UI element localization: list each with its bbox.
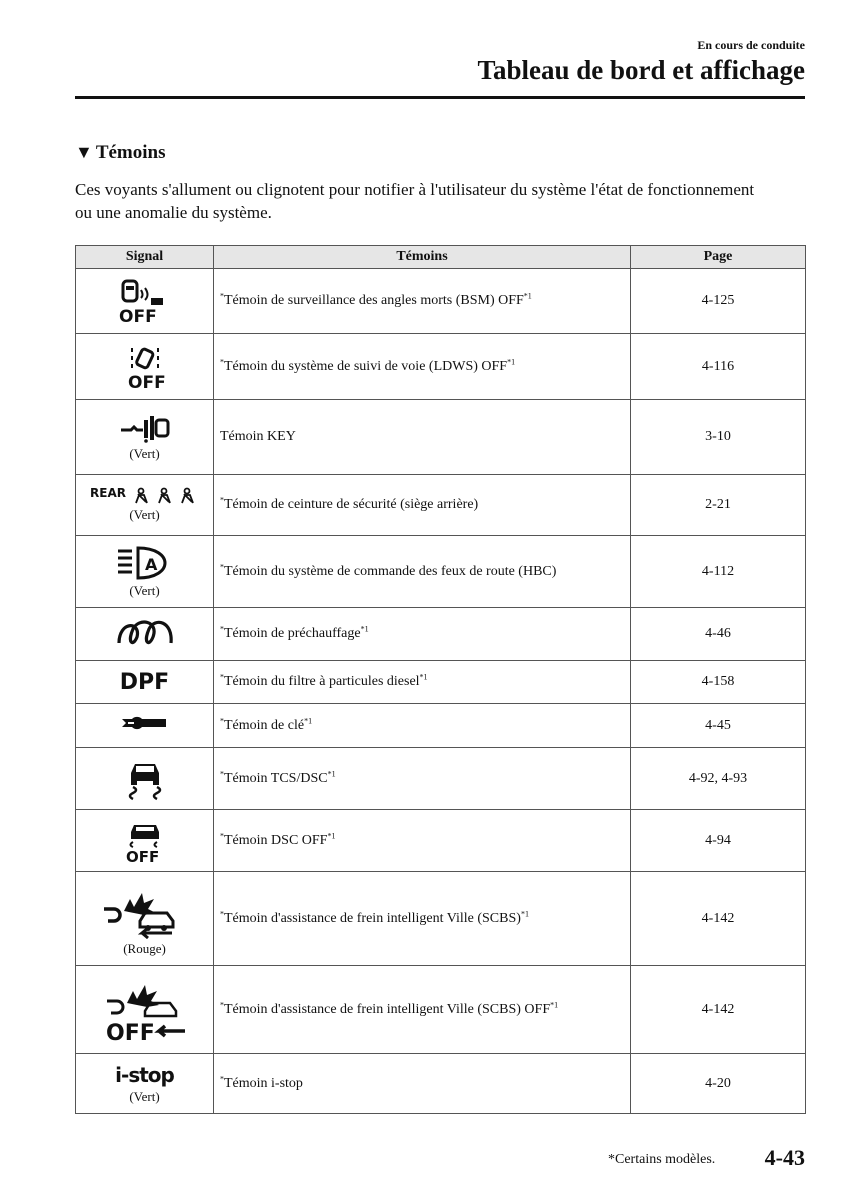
asterisk: * [220,908,224,918]
key-icon [115,412,175,444]
i-stop-icon: i-stop [115,1062,174,1087]
asterisk: * [220,672,224,682]
footnote-ref: *1 [520,908,529,918]
signal-note: (Vert) [129,582,160,598]
table-row [76,334,806,400]
table-row [76,608,806,661]
asterisk: * [220,561,224,571]
hbc-icon [114,545,176,581]
description-cell [214,872,631,966]
header-rule [75,96,805,99]
asterisk: * [220,1073,224,1083]
signal-note: (Rouge) [123,940,166,956]
signal-note: (Vert) [129,446,160,461]
svg-text:OFF: OFF [127,372,166,390]
description-cell [214,475,631,536]
table-row [76,704,806,748]
page-cell: 4-142 [631,966,806,1054]
page-cell: 4-20 [631,1054,806,1114]
page-cell: 4-92, 4-93 [631,748,806,810]
description-cell [214,704,631,748]
table-row [76,400,806,475]
description-text: Témoin de préchauffage [224,626,361,641]
description-cell [214,810,631,872]
page-title: Tableau de bord et affichage [477,55,805,85]
description-cell [214,269,631,334]
rear-label: REAR [90,486,126,500]
description-cell [214,334,631,400]
table-row [76,810,806,872]
description-text: Témoin KEY [220,429,296,444]
section-label: En cours de conduite [697,38,805,52]
asterisk: * [220,715,224,725]
signal-cell [76,872,214,966]
signal-cell [76,748,214,810]
table-row [76,872,806,966]
asterisk: * [220,356,224,366]
asterisk: * [220,495,224,505]
signal-cell [76,400,214,475]
svg-text:A: A [144,554,157,574]
signal-cell [76,810,214,872]
signal-cell [76,334,214,400]
header-signal: Signal [76,246,214,269]
page-cell: 4-45 [631,704,806,748]
table-header-row [76,246,806,269]
signal-cell [76,536,214,608]
footnote-ref: *1 [419,672,428,682]
signal-cell [76,475,214,536]
footnote-ref: *1 [507,356,516,366]
signal-cell [76,966,214,1054]
asterisk: * [220,624,224,634]
section-title: Témoins [95,142,166,163]
description-text: Témoin DSC OFF [224,832,328,848]
signal-cell [76,704,214,748]
footnote-ref: *1 [327,768,336,778]
table-row [76,748,806,810]
asterisk: * [220,999,224,1009]
warning-lights-table [75,245,806,1114]
description-text: Témoin d'assistance de frein intelligent Ville (SCBS) OFF [224,1001,551,1017]
table-row [76,536,806,608]
intro-paragraph: Ces voyants s'allument ou clignotent pour notifier à l'utilisateur du système l'état de fonctionnement ou une anomalie du système. [75,180,755,222]
footnote: *Certains modèles. [608,1152,716,1167]
page-number: 4-43 [764,1145,805,1170]
section-heading [75,142,166,164]
page-cell: 4-125 [631,269,806,334]
description-cell [214,966,631,1054]
footnote-ref: *1 [327,830,336,840]
dpf-icon: DPF [119,669,170,695]
header-page: Page [631,246,806,269]
description-text: Témoin du filtre à particules diesel [224,674,420,689]
page-cell: 3-10 [631,400,806,475]
description-cell [214,608,631,661]
table-row [76,269,806,334]
description-text: Témoin de surveillance des angles morts (BSM) OFF [224,293,524,308]
table-row [76,966,806,1054]
triangle-marker-icon: ▼ [75,142,93,162]
description-cell [214,748,631,810]
signal-note: (Vert) [129,1088,160,1104]
description-cell [214,1054,631,1114]
signal-cell [76,661,214,704]
page-cell: 4-94 [631,810,806,872]
signal-cell [76,608,214,661]
footnote-ref: *1 [360,624,369,634]
ldws-off-icon [120,344,170,390]
svg-text:OFF: OFF [125,847,159,863]
page-cell: 2-21 [631,475,806,536]
footnote-ref: *1 [550,999,559,1009]
page-cell: 4-112 [631,536,806,608]
page-cell: 4-142 [631,872,806,966]
header-temoins: Témoins [214,246,631,269]
description-text: Témoin du système de suivi de voie (LDWS) OFF [224,358,508,374]
scbs-off-icon [103,977,187,1043]
page-cell: 4-46 [631,608,806,661]
asterisk: * [220,768,224,778]
wrench-icon [120,714,170,738]
description-text: Témoin du système de commande des feux de route (HBC) [224,563,557,579]
description-cell [214,661,631,704]
dsc-off-icon [121,819,169,863]
description-text: Témoin i-stop [224,1075,303,1091]
tcs-dsc-icon [123,757,167,801]
glow-plug-icon [115,619,175,649]
description-text: Témoin de ceinture de sécurité (siège arrière) [224,497,479,512]
rear-seatbelt-icon [76,487,213,505]
description-text: Témoin de clé [224,717,305,733]
footnote-ref: *1 [523,291,532,301]
seatbelt-icon [131,487,201,505]
description-text: Témoin d'assistance de frein intelligent Ville (SCBS) [224,910,521,926]
signal-note: (Vert) [129,507,160,522]
page-cell: 4-116 [631,334,806,400]
table-row [76,661,806,704]
description-cell [214,536,631,608]
description-cell [214,400,631,475]
signal-cell [76,269,214,334]
footnote-ref: *1 [304,715,313,725]
table-row [76,475,806,536]
signal-cell [76,1054,214,1114]
asterisk: * [220,830,224,840]
bsm-off-icon [115,278,175,324]
scbs-icon [100,881,190,939]
page-cell: 4-158 [631,661,806,704]
svg-text:OFF: OFF [105,1020,155,1043]
svg-text:OFF: OFF [118,307,157,324]
asterisk: * [220,291,224,301]
description-text: Témoin TCS/DSC [224,770,328,786]
table-row [76,1054,806,1114]
